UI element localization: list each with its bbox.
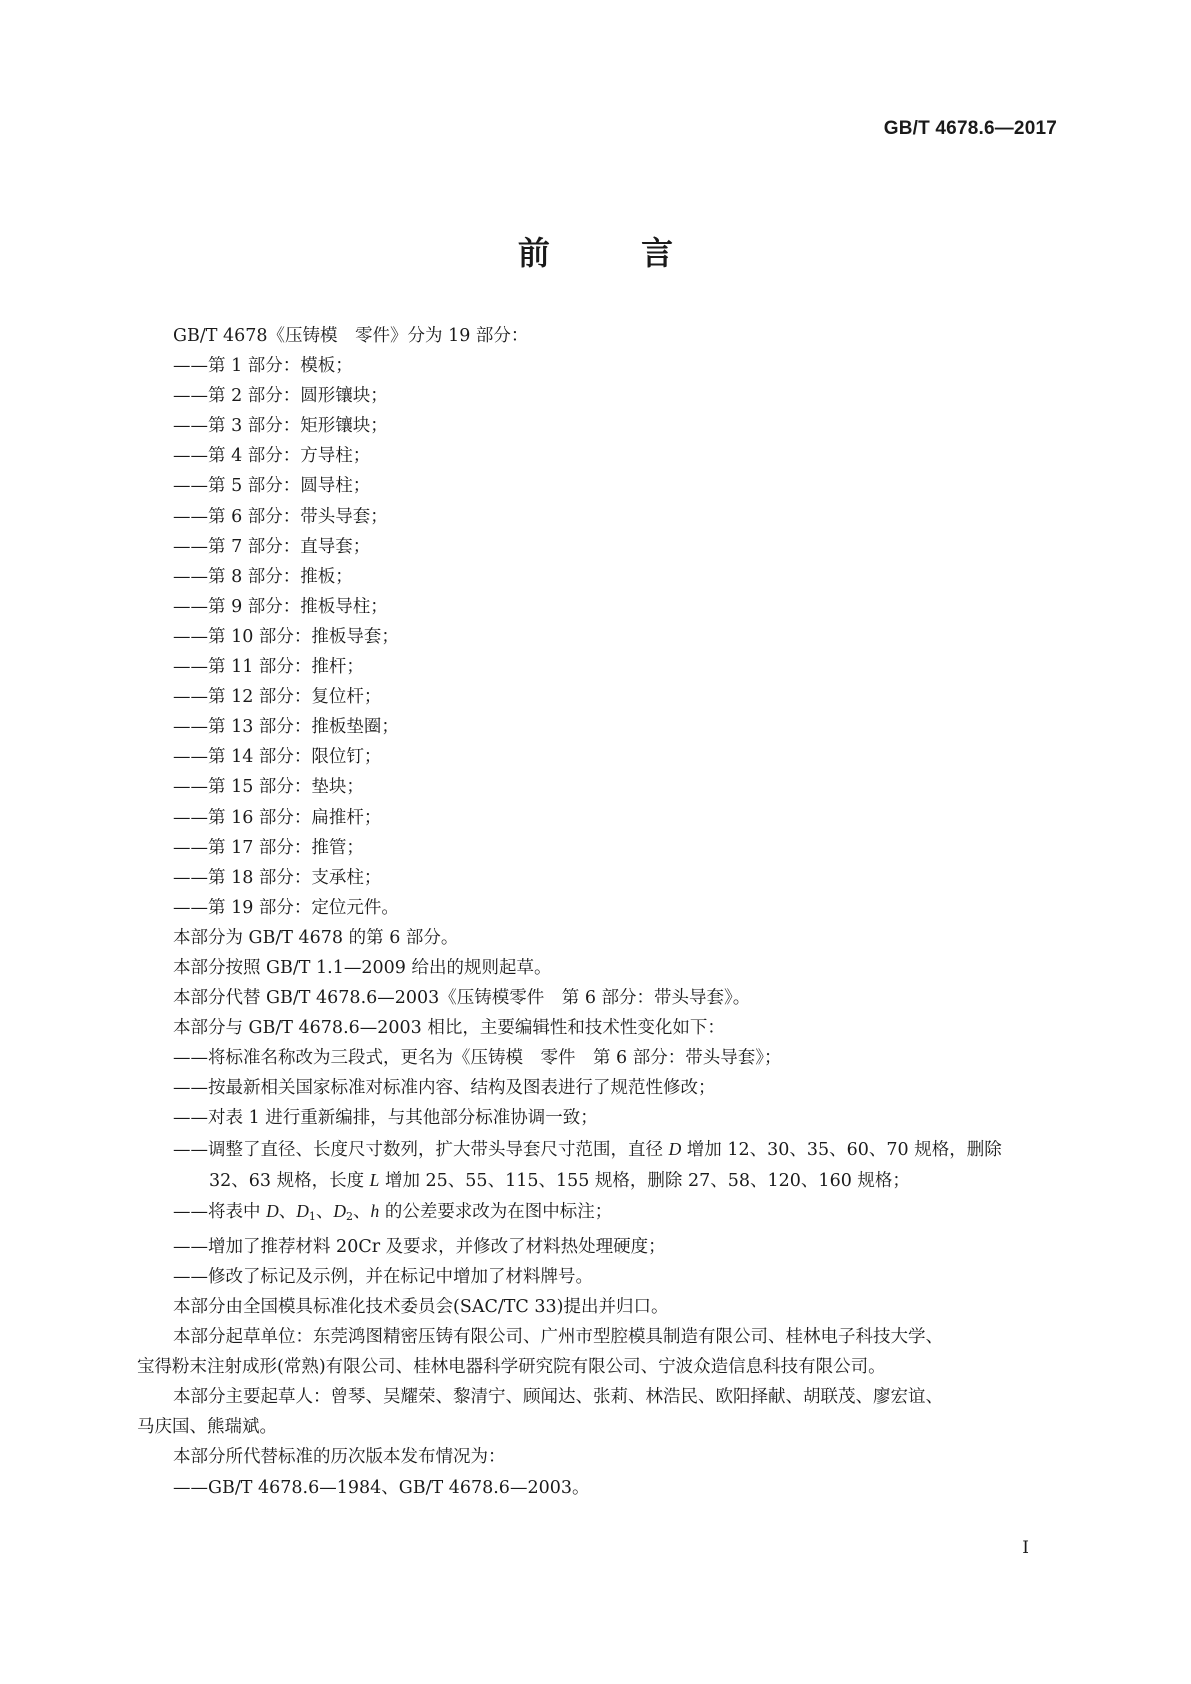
- document-body: [137, 321, 1066, 1503]
- separator: 、: [278, 1201, 297, 1222]
- paragraph-drafters-cont: 马庆国、熊瑞斌。: [137, 1417, 277, 1438]
- change-item: ——按最新相关国家标准对标准内容、结构及图表进行了规范性修改；: [173, 1078, 716, 1099]
- paragraph-replaces: 本部分代替 GB/T 4678.6—2003《压铸模零件 第 6 部分：带头导套》。: [173, 988, 751, 1009]
- paragraph-drafting-units: 本部分起草单位：东莞鸿图精密压铸有限公司、广州市型腔模具制造有限公司、桂林电子科技大学、: [173, 1327, 943, 1348]
- intro-paragraph: GB/T 4678《压铸模 零件》分为 19 部分：: [173, 326, 529, 346]
- paragraph-proposed-by: 本部分由全国模具标准化技术委员会(SAC/TC 33)提出并归口。: [173, 1297, 669, 1317]
- part-item: ——第 18 部分：支承柱；: [173, 867, 382, 888]
- symbol-L: L: [369, 1169, 380, 1190]
- change-item-tolerance: [173, 1196, 1066, 1232]
- change-item: ——将标准名称改为三段式，更名为《压铸模 零件 第 6 部分：带头导套》；: [173, 1048, 782, 1069]
- paragraph-drafters: 本部分主要起草人：曾琴、吴耀荣、黎清宁、顾闻达、张莉、林浩民、欧阳择献、胡联茂、廖宏谊、: [173, 1387, 943, 1408]
- page-number: I: [1022, 1538, 1029, 1558]
- change-text: 增加 25、55、115、155 规格，删除 27、58、120、160 规格；: [379, 1170, 910, 1191]
- change-item: ——增加了推荐材料 20Cr 及要求，并修改了材料热处理硬度；: [173, 1236, 666, 1257]
- part-item: ——第 6 部分：带头导套；: [173, 506, 388, 527]
- standard-code: GB/T 4678.6—2017: [883, 118, 1057, 139]
- part-item: ——第 16 部分：扁推杆；: [173, 807, 382, 828]
- subscript-1: 1: [308, 1209, 316, 1223]
- part-item: ——第 7 部分：直导套；: [173, 536, 371, 557]
- symbol-D: D: [266, 1200, 279, 1221]
- page-title: 前 言: [517, 234, 714, 272]
- history-item: ——GB/T 4678.6—1984、GB/T 4678.6—2003。: [173, 1477, 590, 1498]
- part-item: ——第 5 部分：圆导柱；: [173, 476, 371, 497]
- part-item: ——第 9 部分：推板导柱；: [173, 596, 388, 617]
- part-item: ——第 4 部分：方导柱；: [173, 446, 371, 467]
- change-item-dimensions: [173, 1134, 1066, 1165]
- change-text: 32、63 规格，长度: [209, 1170, 370, 1191]
- separator: 、: [315, 1201, 334, 1222]
- part-item: ——第 2 部分：圆形镶块；: [173, 386, 388, 407]
- change-text: ——调整了直径、长度尺寸数列，扩大带头导套尺寸范围，直径: [173, 1139, 669, 1160]
- part-item: ——第 15 部分：垫块；: [173, 777, 364, 798]
- change-item: ——修改了标记及示例，并在标记中增加了材料牌号。: [173, 1266, 593, 1287]
- part-item: ——第 17 部分：推管；: [173, 837, 364, 858]
- part-item: ——第 1 部分：模板；: [173, 356, 353, 377]
- symbol-D1: D: [296, 1200, 309, 1221]
- part-item: ——第 13 部分：推板垫圈；: [173, 717, 399, 738]
- change-text: ——将表中: [173, 1201, 267, 1222]
- part-item: ——第 19 部分：定位元件。: [173, 897, 399, 918]
- paragraph-history: 本部分所代替标准的历次版本发布情况为：: [173, 1447, 506, 1468]
- subscript-2: 2: [346, 1209, 353, 1223]
- part-item: ——第 3 部分：矩形镶块；: [173, 416, 388, 437]
- part-item: ——第 12 部分：复位杆；: [173, 687, 382, 708]
- paragraph-drafting-rules: 本部分按照 GB/T 1.1—2009 给出的规则起草。: [173, 957, 552, 978]
- part-item: ——第 10 部分：推板导套；: [173, 626, 399, 647]
- symbol-D: D: [668, 1138, 682, 1159]
- paragraph-changes-intro: 本部分与 GB/T 4678.6—2003 相比，主要编辑性和技术性变化如下：: [173, 1018, 725, 1039]
- separator: 、: [353, 1201, 371, 1222]
- change-item: ——对表 1 进行重新编排，与其他部分标准协调一致；: [173, 1108, 598, 1129]
- paragraph-drafting-units-cont: 宝得粉末注射成形(常熟)有限公司、桂林电器科学研究院有限公司、宁波众造信息科技有限公司。: [137, 1357, 886, 1378]
- change-text: 的公差要求改为在图中标注；: [379, 1201, 613, 1222]
- paragraph-part-number: 本部分为 GB/T 4678 的第 6 部分。: [173, 927, 459, 948]
- change-text: 增加 12、30、35、60、70 规格，删除: [681, 1139, 1002, 1160]
- part-item: ——第 14 部分：限位钉；: [173, 747, 382, 768]
- symbol-D2: D: [333, 1200, 346, 1221]
- part-item: ——第 8 部分：推板；: [173, 566, 353, 587]
- change-item-continuation: [173, 1165, 1066, 1196]
- part-item: ——第 11 部分：推杆；: [173, 657, 364, 678]
- symbol-h: h: [370, 1200, 380, 1221]
